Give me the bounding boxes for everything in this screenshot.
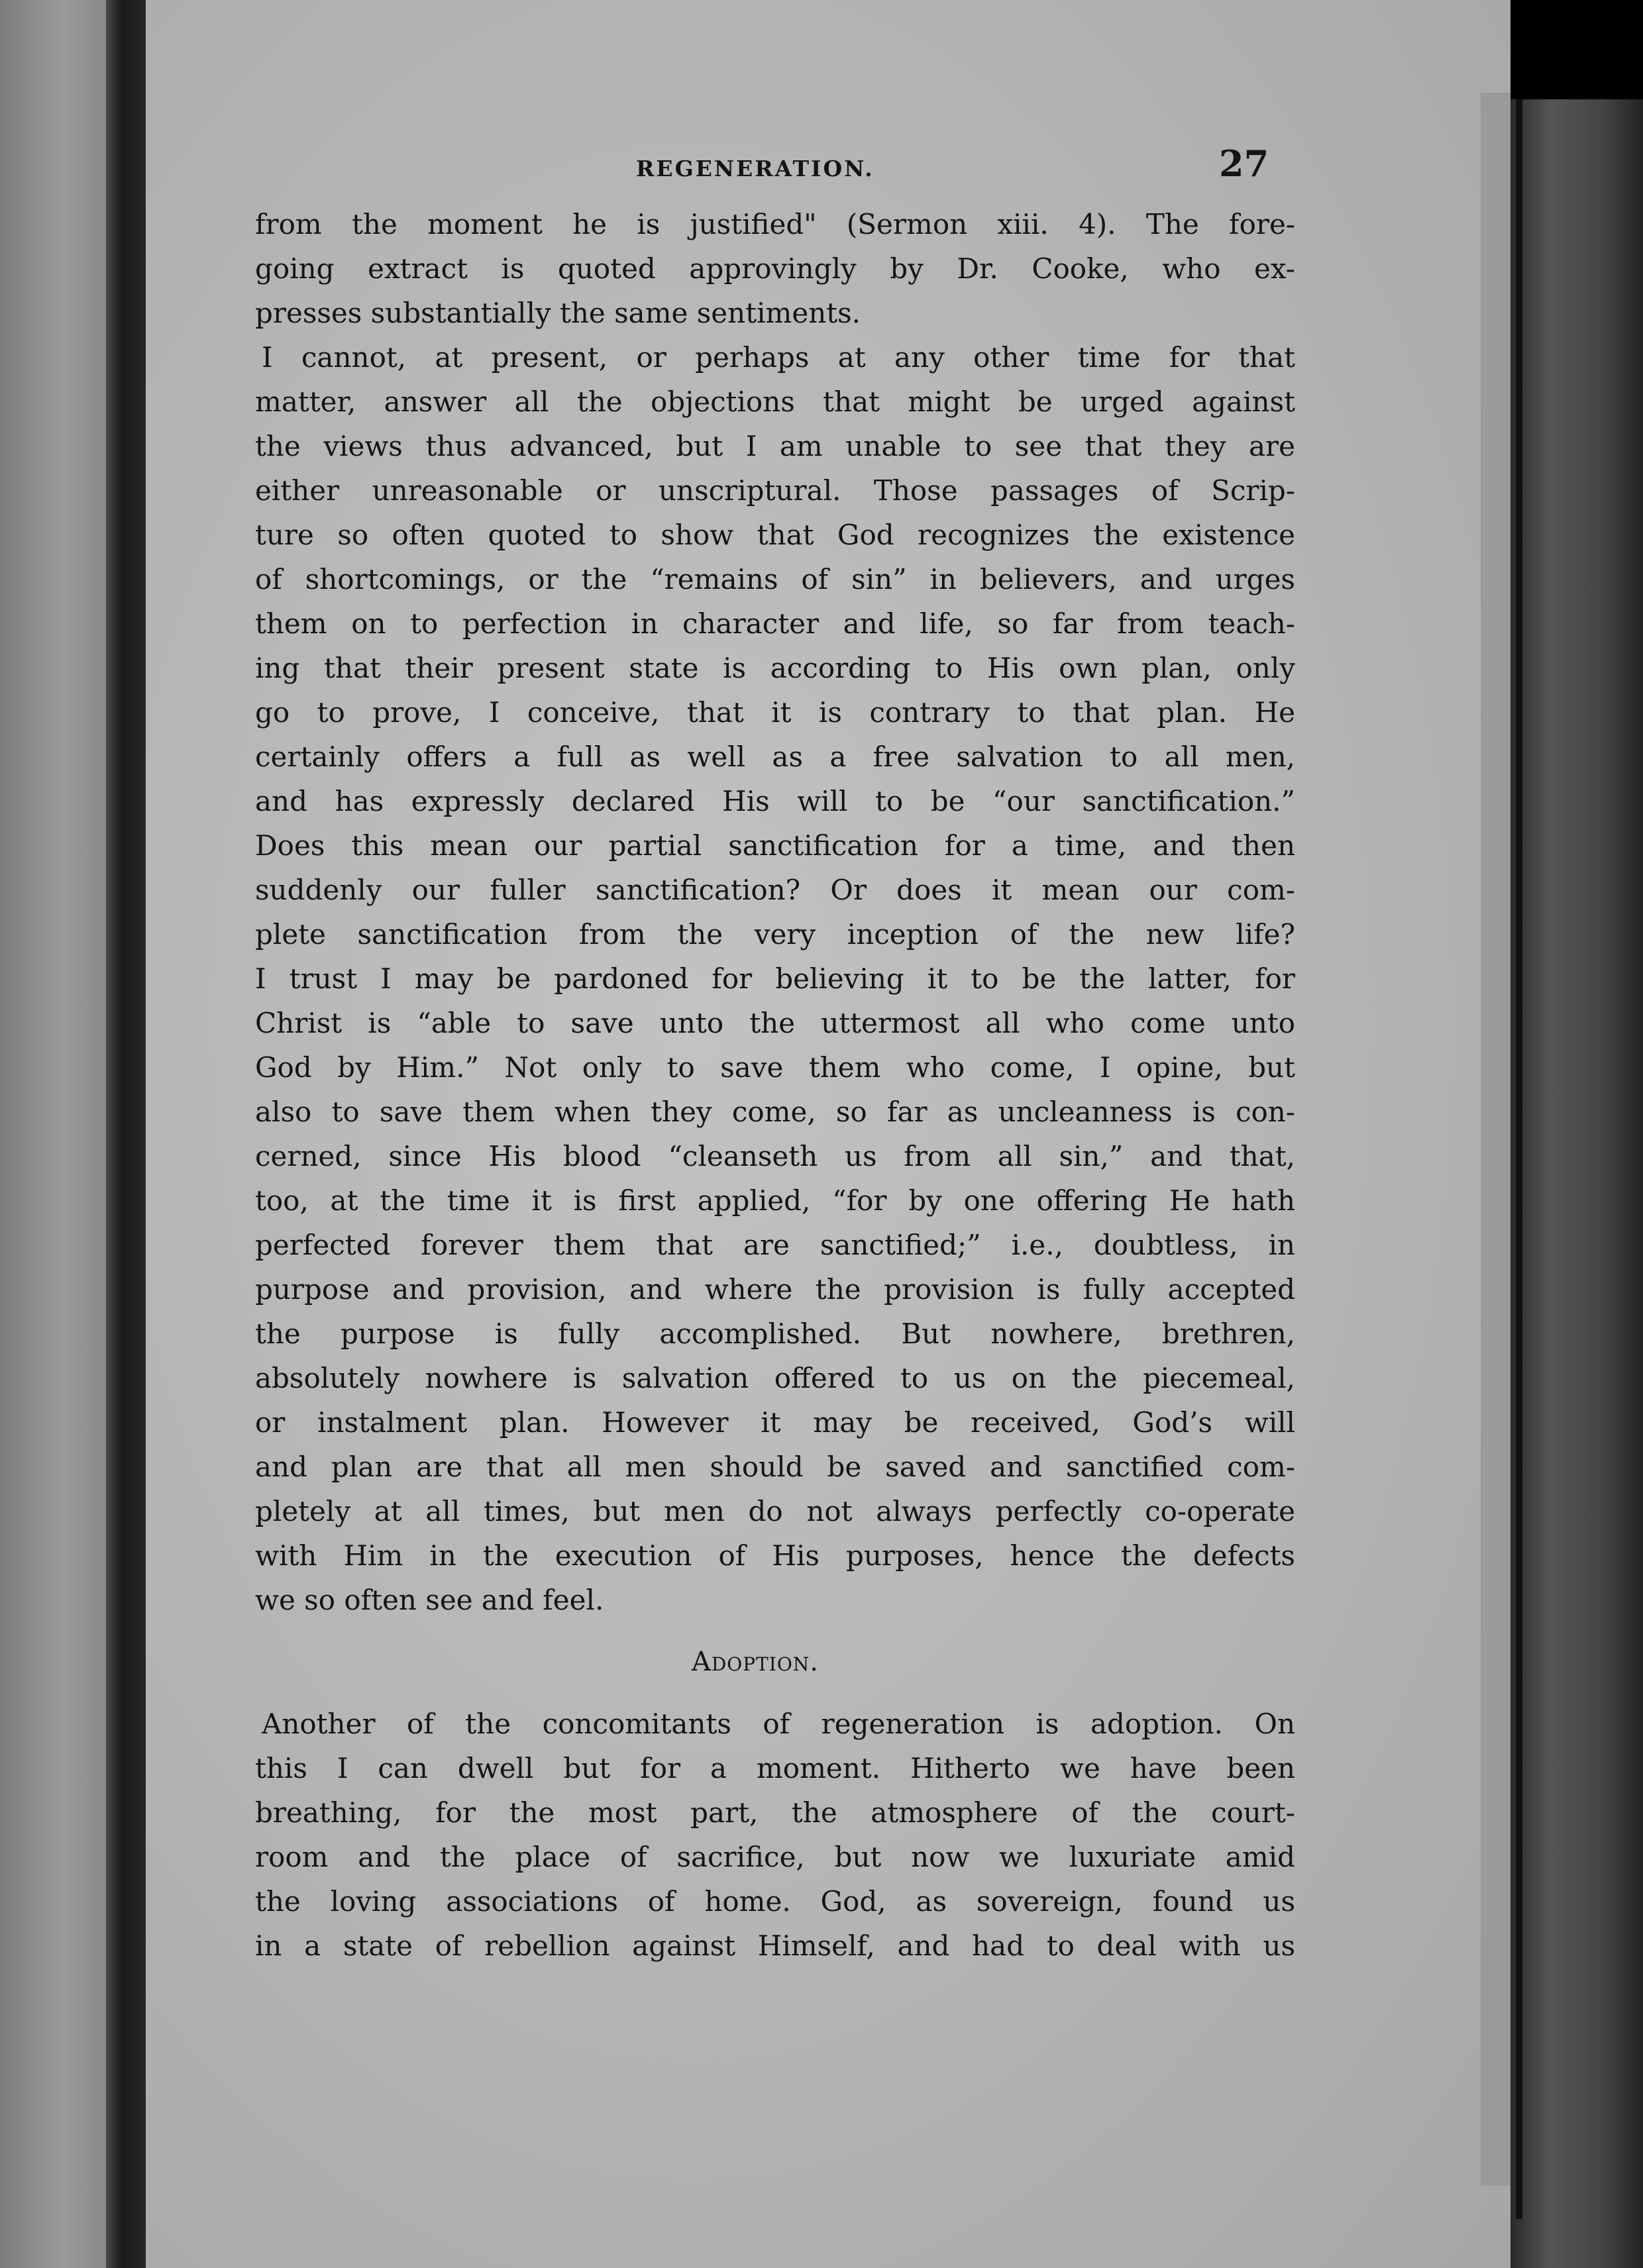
text-line: plete sanctification from the very inception of the new life? xyxy=(255,918,1295,951)
text-line: Christ is “able to save unto the uttermost all who come unto xyxy=(255,1007,1295,1039)
text-line: we so often see and feel. xyxy=(255,1584,604,1616)
text-line: either unreasonable or unscriptural. Those passages of Scrip- xyxy=(255,474,1295,507)
text-line: the purpose is fully accomplished. But nowhere, brethren, xyxy=(255,1317,1295,1350)
text-line: of shortcomings, or the “remains of sin” in believers, and urges xyxy=(255,563,1295,595)
text-line: pletely at all times, but men do not always perfectly co-operate xyxy=(255,1495,1295,1527)
text-line: also to save them when they come, so far as uncleanness is con- xyxy=(255,1096,1295,1128)
text-line: and has expressly declared His will to be “our sanctification.” xyxy=(255,785,1295,817)
text-line: or instalment plan. However it may be received, God’s will xyxy=(255,1406,1295,1439)
text-line: this I can dwell but for a moment. Hitherto we have been xyxy=(255,1752,1295,1784)
text-line: Does this mean our partial sanctification for a time, and then xyxy=(255,829,1295,862)
text-line: I cannot, at present, or perhaps at any other time for that xyxy=(262,341,1295,374)
running-head xyxy=(255,142,1295,202)
text-line: the loving associations of home. God, as sovereign, found us xyxy=(255,1885,1295,1918)
text-line: too, at the time it is first applied, “for by one offering He hath xyxy=(255,1184,1295,1217)
text-line: certainly offers a full as well as a free salvation to all men, xyxy=(255,741,1295,773)
text-line: room and the place of sacrifice, but now we luxuriate amid xyxy=(255,1841,1295,1873)
section-heading: Adoption. xyxy=(691,1647,820,1677)
text-line: with Him in the execution of His purposes, hence the defects xyxy=(255,1539,1295,1572)
text-line: breathing, for the most part, the atmosphere of the court- xyxy=(255,1796,1295,1829)
running-title: REGENERATION. xyxy=(636,156,874,181)
text-line: I trust I may be pardoned for believing it to be the latter, for xyxy=(255,962,1295,995)
facing-page-edge xyxy=(0,0,106,2268)
text-line: cerned, since His blood “cleanseth us from all sin,” and that, xyxy=(255,1140,1295,1172)
page-text xyxy=(255,142,1295,1968)
text-line: perfected forever them that are sanctified;” i.e., doubtless, in xyxy=(255,1229,1295,1261)
text-line: in a state of rebellion against Himself, and had to deal with us xyxy=(255,1930,1295,1962)
text-line: them on to perfection in character and life, so far from teach- xyxy=(255,607,1295,640)
book-fore-edge xyxy=(1510,99,1643,2268)
text-line: suddenly our fuller sanctification? Or does it mean our com- xyxy=(255,874,1295,906)
page-right-margin xyxy=(1481,93,1510,2186)
page-number: 27 xyxy=(1219,142,1269,185)
text-line: matter, answer all the objections that might be urged against xyxy=(255,386,1295,418)
text-line: and plan are that all men should be saved and sanctified com- xyxy=(255,1451,1295,1483)
text-line: presses substantially the same sentiments. xyxy=(255,297,861,329)
text-line: go to prove, I conceive, that it is contrary to that plan. He xyxy=(255,696,1295,729)
paragraph-2 xyxy=(255,335,1295,1622)
text-line: purpose and provision, and where the provision is fully accepted xyxy=(255,1273,1295,1306)
text-line: God by Him.” Not only to save them who come, I opine, but xyxy=(255,1051,1295,1084)
paragraph-1 xyxy=(255,202,1295,335)
text-line: the views thus advanced, but I am unable to see that they are xyxy=(255,430,1295,462)
page-border-line xyxy=(1516,99,1522,2219)
text-line: ture so often quoted to show that God recognizes the existence xyxy=(255,519,1295,551)
book-gutter xyxy=(106,0,146,2268)
text-line: absolutely nowhere is salvation offered to us on the piecemeal, xyxy=(255,1362,1295,1394)
paragraph-3 xyxy=(255,1702,1295,1968)
text-line: ing that their present state is according to His own plan, only xyxy=(255,652,1295,684)
text-line: Another of the concomitants of regeneration is adoption. On xyxy=(262,1708,1295,1740)
text-line: going extract is quoted approvingly by Dr. Cooke, who ex- xyxy=(255,252,1295,285)
text-line: from the moment he is justified" (Sermon xiii. 4). The fore- xyxy=(255,208,1295,240)
